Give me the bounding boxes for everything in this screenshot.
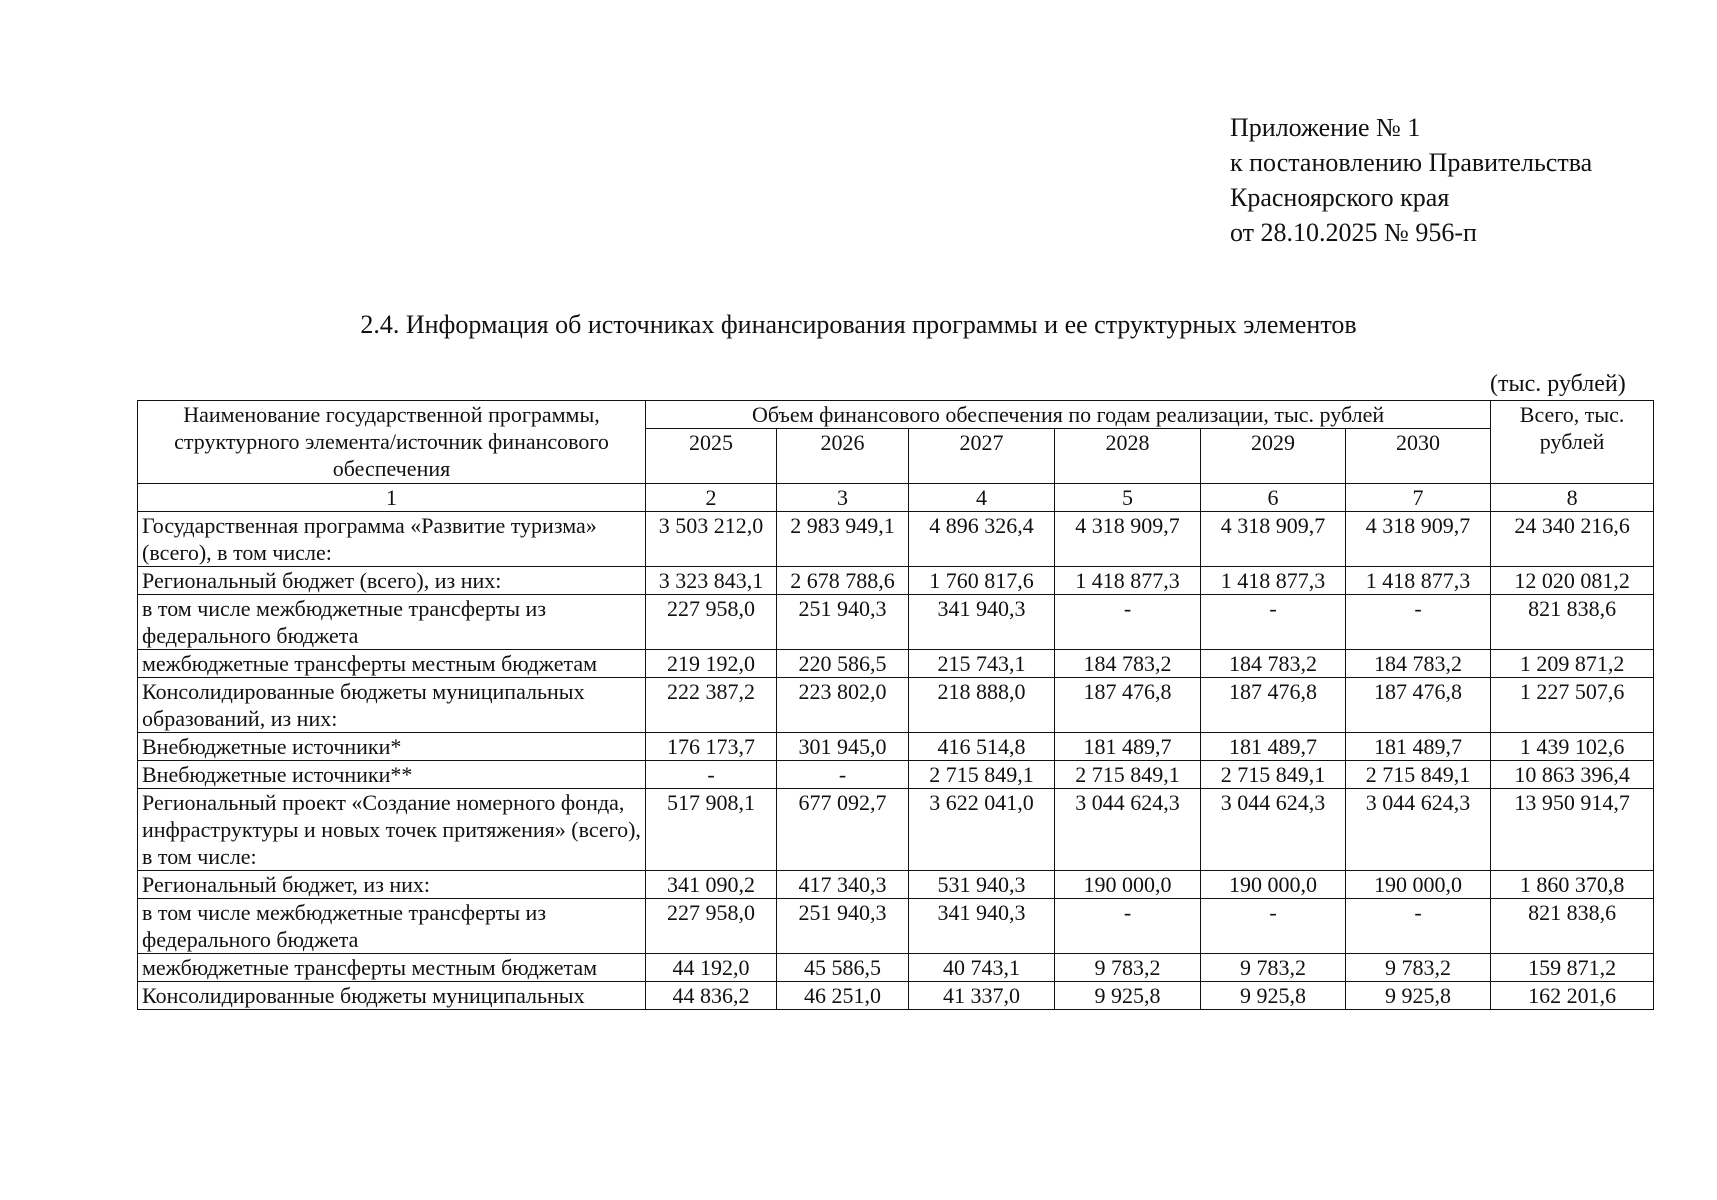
header-year-cell: 2026 [777,429,909,484]
row-value-cell: 176 173,7 [646,733,777,761]
row-value-cell: 341 940,3 [909,595,1055,650]
row-name-cell: в том числе межбюджетные трансферты из федерального бюджета [138,595,646,650]
row-name-cell: Консолидированные бюджеты муниципальных образований, из них: [138,678,646,733]
row-value-cell: 44 836,2 [646,982,777,1010]
row-total-cell: 1 227 507,6 [1491,678,1654,733]
table-row [138,761,1654,789]
row-value-cell: 341 090,2 [646,871,777,899]
row-value-cell: 181 489,7 [1201,733,1346,761]
header-year-cell: 2027 [909,429,1055,484]
column-numbers-row [138,484,1654,512]
row-value-cell: 4 318 909,7 [1201,512,1346,567]
row-value-cell: - [1055,595,1201,650]
row-value-cell: 301 945,0 [777,733,909,761]
row-value-cell: 187 476,8 [1346,678,1491,733]
row-value-cell: 9 783,2 [1346,954,1491,982]
row-value-cell: 44 192,0 [646,954,777,982]
annex-line: к постановлению Правительства [1230,148,1593,177]
row-value-cell: 251 940,3 [777,899,909,954]
annex-line: Красноярского края [1230,183,1450,212]
row-value-cell: 2 983 949,1 [777,512,909,567]
table-row [138,899,1654,954]
row-total-cell: 12 020 081,2 [1491,567,1654,595]
row-value-cell: - [1346,595,1491,650]
row-value-cell: 3 323 843,1 [646,567,777,595]
row-value-cell: 9 783,2 [1201,954,1346,982]
row-value-cell: 181 489,7 [1346,733,1491,761]
row-value-cell: 416 514,8 [909,733,1055,761]
row-name-cell: Региональный проект «Создание номерного фонда, инфраструктуры и новых точек притяжения» (всего), в том числе: [138,789,646,871]
header-year-cell: 2030 [1346,429,1491,484]
row-value-cell: - [646,761,777,789]
column-number-cell: 7 [1346,484,1491,512]
table-row [138,982,1654,1010]
row-value-cell: - [1201,595,1346,650]
row-value-cell: 187 476,8 [1201,678,1346,733]
row-total-cell: 24 340 216,6 [1491,512,1654,567]
row-name-cell: Консолидированные бюджеты муниципальных [138,982,646,1010]
header-total-cell: Всего, тыс. рублей [1491,401,1654,484]
row-value-cell: 41 337,0 [909,982,1055,1010]
row-value-cell: 531 940,3 [909,871,1055,899]
row-total-cell: 1 209 871,2 [1491,650,1654,678]
row-value-cell: 4 896 326,4 [909,512,1055,567]
row-name-cell: Региональный бюджет (всего), из них: [138,567,646,595]
table-row [138,650,1654,678]
row-value-cell: 1 418 877,3 [1055,567,1201,595]
row-total-cell: 10 863 396,4 [1491,761,1654,789]
table-row [138,789,1654,871]
row-value-cell: 3 044 624,3 [1346,789,1491,871]
document-title: 2.4. Информация об источниках финансирования программы и ее структурных элементов [360,310,1357,339]
row-value-cell: 2 715 849,1 [1346,761,1491,789]
row-value-cell: 2 715 849,1 [1201,761,1346,789]
row-name-cell: Государственная программа «Развитие туризма» (всего), в том числе: [138,512,646,567]
row-value-cell: 341 940,3 [909,899,1055,954]
row-value-cell: - [1055,899,1201,954]
column-number-cell: 4 [909,484,1055,512]
table-row [138,954,1654,982]
column-number-cell: 8 [1491,484,1654,512]
row-value-cell: 3 044 624,3 [1201,789,1346,871]
annex-header [1230,110,1592,250]
row-value-cell: 227 958,0 [646,899,777,954]
row-value-cell: 190 000,0 [1201,871,1346,899]
row-value-cell: 677 092,7 [777,789,909,871]
header-year-cell: 2025 [646,429,777,484]
row-value-cell: 9 925,8 [1201,982,1346,1010]
row-value-cell: 218 888,0 [909,678,1055,733]
row-value-cell: 1 418 877,3 [1201,567,1346,595]
row-total-cell: 159 871,2 [1491,954,1654,982]
column-number-cell: 6 [1201,484,1346,512]
row-value-cell: 184 783,2 [1346,650,1491,678]
row-name-cell: Региональный бюджет, из них: [138,871,646,899]
row-value-cell: 40 743,1 [909,954,1055,982]
financing-table [137,400,1654,1010]
row-value-cell: 4 318 909,7 [1055,512,1201,567]
row-value-cell: 517 908,1 [646,789,777,871]
row-total-cell: 821 838,6 [1491,595,1654,650]
header-name-cell: Наименование государственной программы, структурного элемента/источник финансового обеспечения [138,401,646,484]
header-years-group: Объем финансового обеспечения по годам реализации, тыс. рублей [646,401,1491,429]
row-value-cell: 223 802,0 [777,678,909,733]
row-value-cell: 184 783,2 [1201,650,1346,678]
row-value-cell: 251 940,3 [777,595,909,650]
row-value-cell: 9 925,8 [1055,982,1201,1010]
row-value-cell: 220 586,5 [777,650,909,678]
table-row [138,733,1654,761]
row-value-cell: 417 340,3 [777,871,909,899]
annex-line: Приложение № 1 [1230,113,1421,142]
row-value-cell: 3 044 624,3 [1055,789,1201,871]
column-number-cell: 5 [1055,484,1201,512]
row-value-cell: 3 503 212,0 [646,512,777,567]
row-name-cell: межбюджетные трансферты местным бюджетам [138,650,646,678]
column-number-cell: 2 [646,484,777,512]
row-total-cell: 13 950 914,7 [1491,789,1654,871]
row-total-cell: 162 201,6 [1491,982,1654,1010]
row-value-cell: 4 318 909,7 [1346,512,1491,567]
table-row [138,871,1654,899]
row-value-cell: 2 715 849,1 [909,761,1055,789]
row-value-cell: 184 783,2 [1055,650,1201,678]
row-value-cell: 3 622 041,0 [909,789,1055,871]
row-value-cell: - [1201,899,1346,954]
row-value-cell: - [1346,899,1491,954]
table-row [138,678,1654,733]
row-value-cell: 181 489,7 [1055,733,1201,761]
row-value-cell: 190 000,0 [1346,871,1491,899]
row-value-cell: 2 678 788,6 [777,567,909,595]
row-name-cell: Внебюджетные источники* [138,733,646,761]
header-year-cell: 2028 [1055,429,1201,484]
row-total-cell: 1 439 102,6 [1491,733,1654,761]
row-name-cell: Внебюджетные источники** [138,761,646,789]
header-row [138,401,1654,429]
row-value-cell: 9 783,2 [1055,954,1201,982]
row-value-cell: - [777,761,909,789]
row-value-cell: 190 000,0 [1055,871,1201,899]
row-value-cell: 9 925,8 [1346,982,1491,1010]
row-value-cell: 46 251,0 [777,982,909,1010]
row-total-cell: 1 860 370,8 [1491,871,1654,899]
row-value-cell: 222 387,2 [646,678,777,733]
table-row [138,567,1654,595]
row-value-cell: 1 418 877,3 [1346,567,1491,595]
table-row [138,512,1654,567]
annex-line: от 28.10.2025 № 956-п [1230,218,1477,247]
row-value-cell: 227 958,0 [646,595,777,650]
row-value-cell: 219 192,0 [646,650,777,678]
row-value-cell: 187 476,8 [1055,678,1201,733]
column-number-cell: 3 [777,484,909,512]
table-row [138,595,1654,650]
row-value-cell: 45 586,5 [777,954,909,982]
units-note: (тыс. рублей) [1490,371,1626,397]
row-total-cell: 821 838,6 [1491,899,1654,954]
row-value-cell: 1 760 817,6 [909,567,1055,595]
column-number-cell: 1 [138,484,646,512]
row-value-cell: 215 743,1 [909,650,1055,678]
header-year-cell: 2029 [1201,429,1346,484]
row-name-cell: в том числе межбюджетные трансферты из федерального бюджета [138,899,646,954]
row-value-cell: 2 715 849,1 [1055,761,1201,789]
row-name-cell: межбюджетные трансферты местным бюджетам [138,954,646,982]
